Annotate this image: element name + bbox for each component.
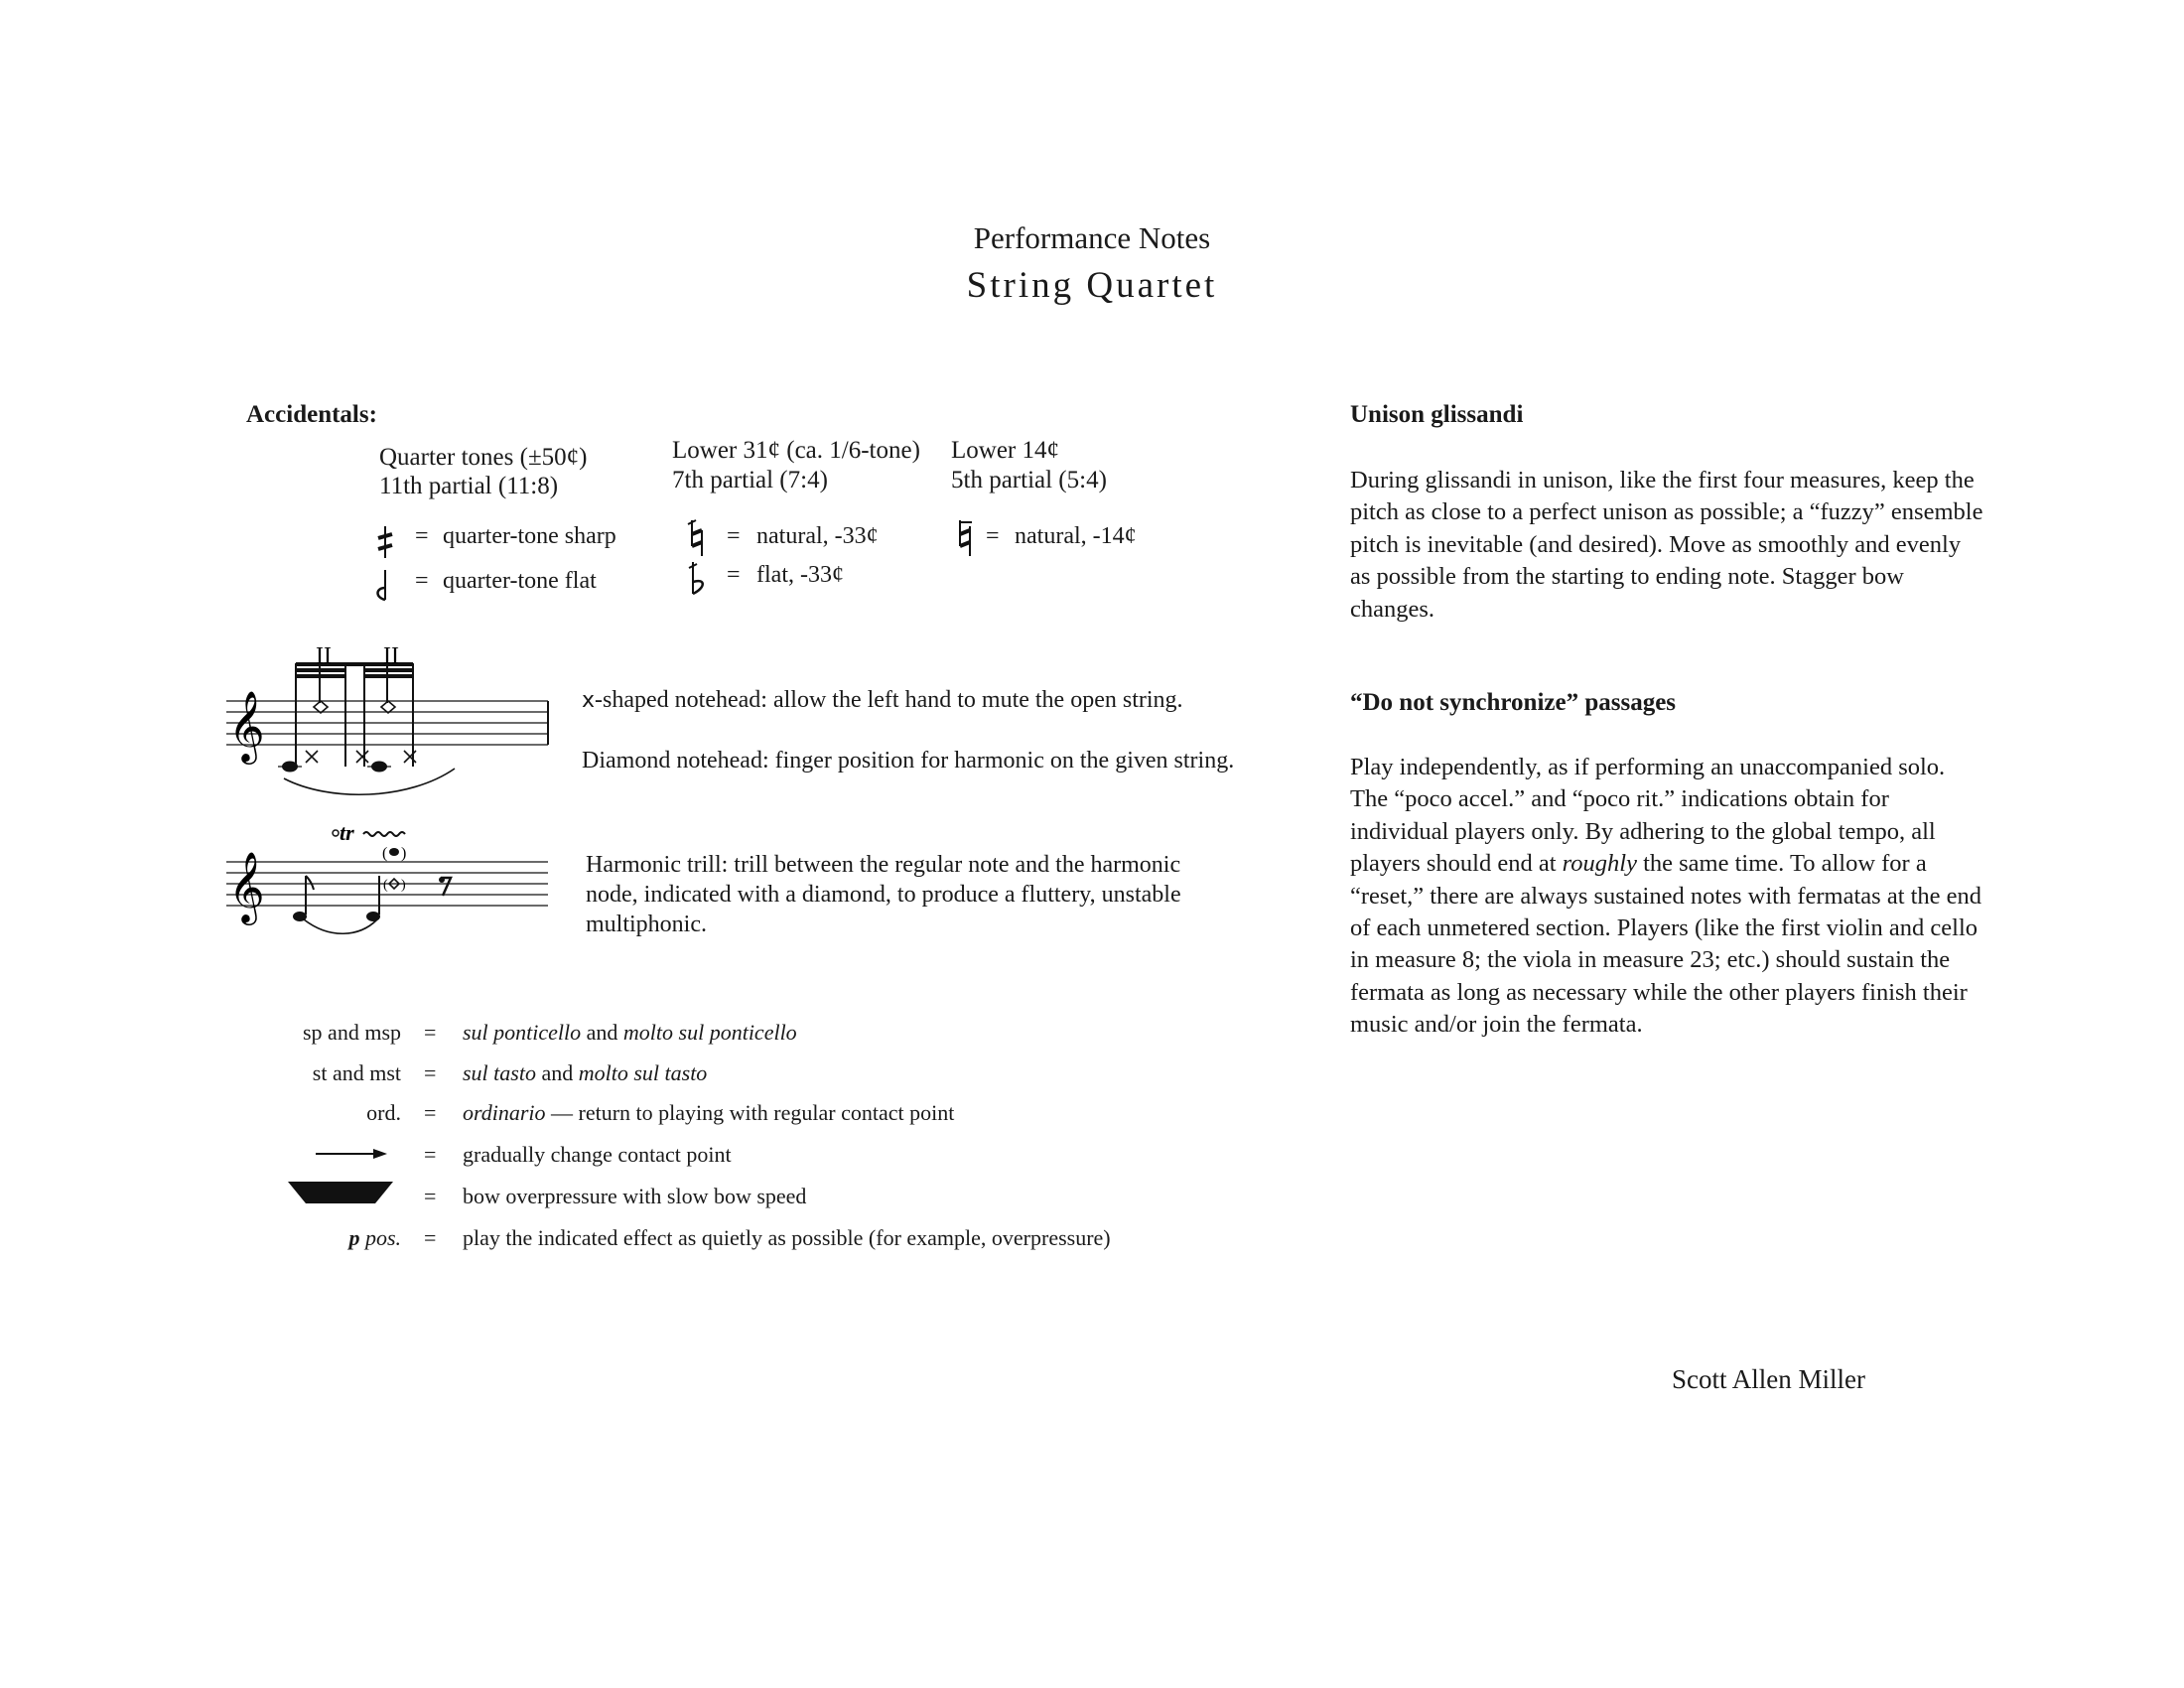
- x-notehead-description: [582, 687, 1183, 714]
- technique-def-overpressure: bow overpressure with slow bow speed: [463, 1184, 807, 1208]
- string-mark-1: II: [316, 643, 332, 669]
- dynamic-p-mark: p: [348, 1225, 360, 1250]
- natural-minus-33-eq: =: [727, 523, 741, 549]
- harmonic-trill-staff: [220, 820, 558, 939]
- overpressure-icon: [286, 1180, 395, 1205]
- accidental-col-1-line-1: Quarter tones (±50¢): [379, 444, 588, 471]
- technique-def-sp: [463, 1020, 797, 1046]
- technique-label-st: st and mst: [312, 1060, 401, 1085]
- technique-term-molto-sul-ponticello: molto sul ponticello: [622, 1020, 797, 1045]
- accidental-col-2-line-2: 7th partial (7:4): [672, 467, 828, 493]
- svg-text:(: (: [382, 845, 388, 862]
- natural-minus-14-eq: =: [986, 523, 1000, 549]
- technique-eq-sp: =: [424, 1020, 437, 1045]
- natural-minus-33-text: natural, -33¢: [756, 523, 879, 549]
- natural-minus-33-icon: [688, 518, 708, 558]
- svg-text:): ): [401, 878, 406, 893]
- technique-term-molto-sul-tasto: molto sul tasto: [578, 1060, 708, 1085]
- accidental-col-3-line-2: 5th partial (5:4): [951, 467, 1107, 493]
- technique-eq-ord: =: [424, 1100, 437, 1125]
- quarter-tone-flat-icon: [373, 568, 389, 602]
- technique-eq-st: =: [424, 1060, 437, 1085]
- technique-and: and: [581, 1020, 623, 1045]
- unison-body: During glissandi in unison, like the first four measures, keep the pitch as close to a perfect unison as possible; a “fuzzy” ensemble pitch is inevitable (and desired). Move as smoothly and evenly as possible from the starting to ending note. Stagger bow changes.: [1350, 467, 1983, 623]
- nosync-heading: “Do not synchronize” passages: [1350, 689, 1677, 716]
- technique-eq-arrow: =: [424, 1142, 437, 1167]
- treble-clef-icon: 𝄞: [228, 850, 265, 922]
- nosync-body-part-1: Play independently, as if performing an unaccompanied solo. The “poco accel.” and “poco rit.” indications obtain for individual players only. By adhering to the global tempo, all players should end at: [1350, 754, 1946, 878]
- flat-minus-33-icon: [688, 560, 708, 598]
- harmonic-trill-line-3: multiphonic.: [586, 912, 707, 937]
- svg-text:(: (: [383, 878, 388, 893]
- nosync-body-italic: roughly: [1562, 850, 1637, 878]
- accidental-col-3-line-1: Lower 14¢: [951, 437, 1059, 464]
- string-mark-2: II: [383, 643, 399, 669]
- flat-minus-33-eq: =: [727, 562, 741, 588]
- technique-eq-overpressure: =: [424, 1184, 437, 1208]
- technique-def-p-pos: play the indicated effect as quietly as possible (for example, overpressure): [463, 1225, 1111, 1250]
- technique-def-arrow: gradually change contact point: [463, 1142, 732, 1167]
- technique-and: and: [535, 1060, 579, 1085]
- harmonic-example-staff: [220, 645, 558, 794]
- technique-ord-text: — return to playing with regular contact point: [545, 1100, 955, 1125]
- quarter-tone-flat-eq: =: [415, 568, 429, 594]
- quarter-tone-sharp-eq: =: [415, 523, 429, 549]
- accidentals-heading: Accidentals:: [246, 401, 377, 428]
- technique-eq-p-pos: =: [424, 1225, 437, 1250]
- technique-term-sul-ponticello: sul ponticello: [463, 1020, 582, 1045]
- flat-minus-33-text: flat, -33¢: [756, 562, 844, 588]
- technique-def-ord: [463, 1100, 954, 1126]
- accidental-col-1-line-2: 11th partial (11:8): [379, 473, 559, 499]
- nosync-body: [1350, 752, 1985, 1042]
- harmonic-trill-line-1: Harmonic trill: trill between the regular note and the harmonic: [586, 852, 1181, 878]
- technique-label-ord: ord.: [366, 1100, 401, 1125]
- technique-label-p-pos: [348, 1225, 401, 1251]
- technique-term-ordinario: ordinario: [463, 1100, 546, 1125]
- quarter-tone-flat-text: quarter-tone flat: [443, 568, 597, 594]
- x-notehead-text: -shaped notehead: allow the left hand to mute the open string.: [595, 687, 1183, 713]
- svg-text:): ): [401, 845, 407, 862]
- quarter-tone-sharp-text: quarter-tone sharp: [443, 523, 616, 549]
- accidental-col-2-line-1: Lower 31¢ (ca. 1/6-tone): [672, 437, 920, 464]
- nosync-body-part-2: the same time. To allow for a “reset,” there are always sustained notes with fermatas at the end of each unmetered section. Players (like the first violin and cello in measure 8; the viola in measure 23; etc.) should sustain the fermata as long as necessary while the other players finish their music and/or join the fermata.: [1350, 850, 1982, 1039]
- unison-heading: Unison glissandi: [1350, 401, 1524, 428]
- technique-term-sul-tasto: sul tasto: [463, 1060, 536, 1085]
- technique-label-pos: pos.: [359, 1225, 401, 1250]
- natural-minus-14-icon: [956, 518, 976, 558]
- quarter-tone-sharp-icon: [375, 524, 395, 560]
- technique-label-sp: sp and msp: [303, 1020, 401, 1045]
- harmonic-trill-line-2: node, indicated with a diamond, to produce a fluttery, unstable: [586, 882, 1181, 908]
- trill-mark: tr: [340, 820, 354, 845]
- x-notehead-glyph: x: [582, 688, 596, 713]
- natural-minus-14-text: natural, -14¢: [1015, 523, 1137, 549]
- arrow-icon: [314, 1144, 389, 1164]
- page-title: Performance Notes: [973, 220, 1211, 255]
- technique-def-st: [463, 1060, 707, 1086]
- page-subtitle: String Quartet: [966, 265, 1218, 306]
- diamond-notehead-description: Diamond notehead: finger position for harmonic on the given string.: [582, 748, 1235, 774]
- treble-clef-icon: 𝄞: [228, 689, 265, 762]
- author-name: Scott Allen Miller: [1672, 1364, 1865, 1394]
